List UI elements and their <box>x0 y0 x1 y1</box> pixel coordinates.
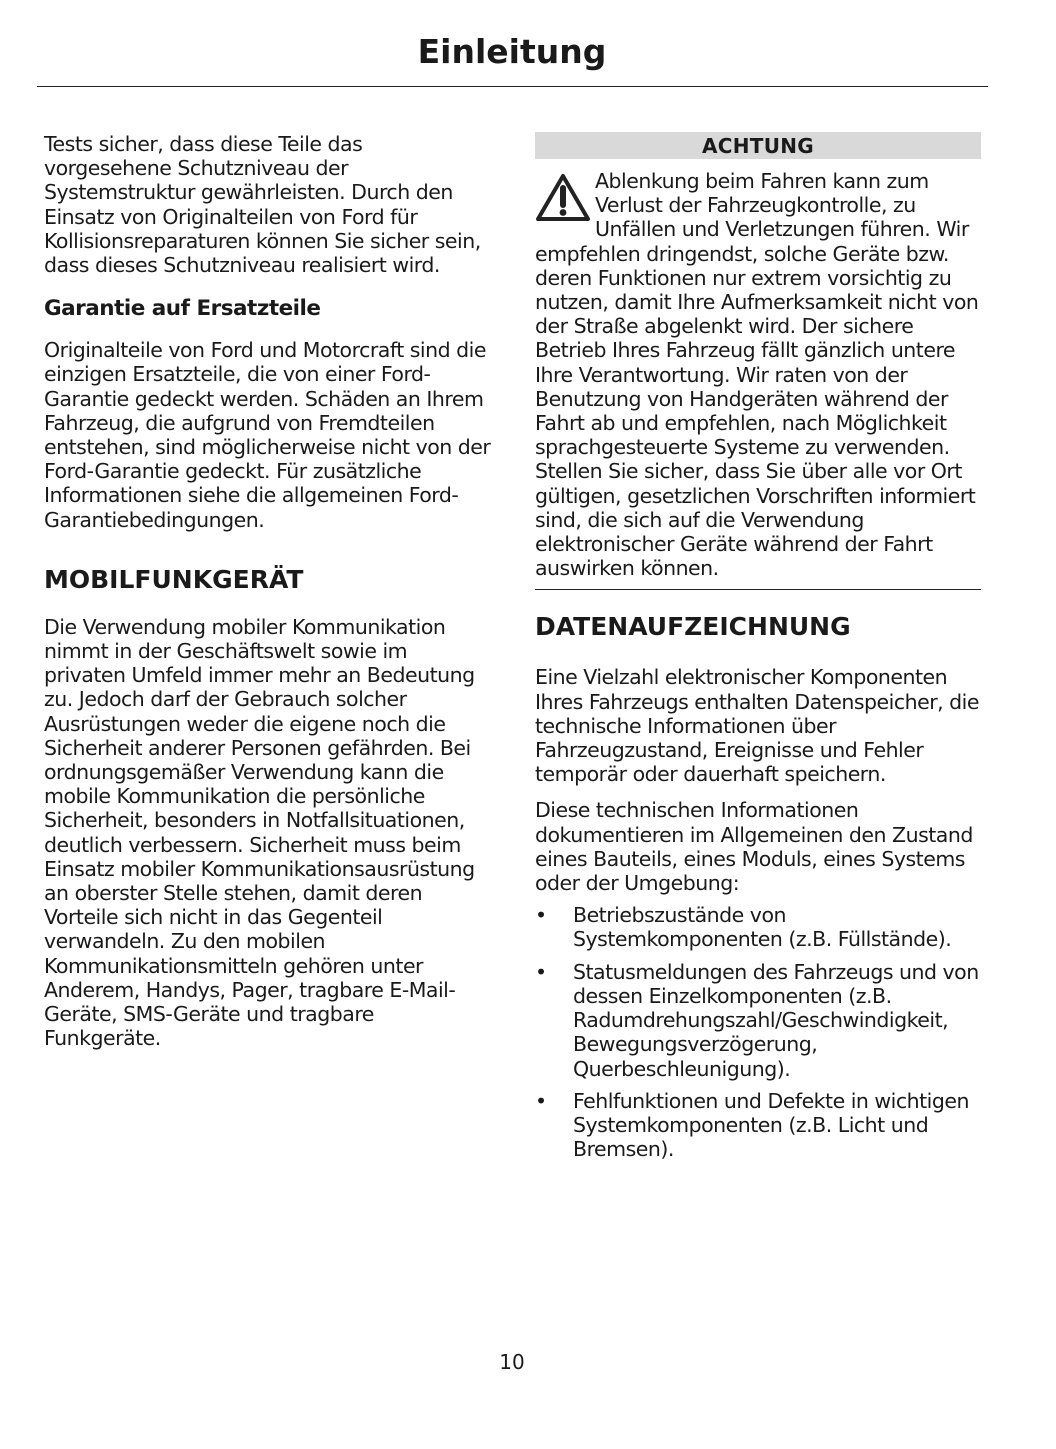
warranty-paragraph: Originalteile von Ford und Motorcraft sind die einzigen Ersatzteile, die von einer Ford-Garantie gedeckt werden. Schäden an Ihrem Fahrzeug, die aufgrund von Fremdteilen entstehen, sind möglicherweise nicht von der Ford-Garantie gedeckt. Für zusätzliche Informationen siehe die allgemeinen Ford-Garantiebedingungen. <box>44 338 491 532</box>
title-divider <box>37 86 988 87</box>
mobile-section-heading: MOBILFUNKGERÄT <box>44 564 304 594</box>
warning-divider <box>535 589 981 590</box>
page-title: Einleitung <box>417 32 607 71</box>
left-column <box>44 132 491 1051</box>
list-item <box>535 903 981 951</box>
bullet-dot: • <box>535 1088 547 1113</box>
list-item <box>535 1089 981 1162</box>
bullet-dot: • <box>535 959 547 984</box>
list-item-text: Betriebszustände von Systemkomponenten (z.B. Füllstände). <box>573 903 952 952</box>
page-number: 10 <box>499 1350 525 1374</box>
right-column <box>535 132 981 1169</box>
data-section-heading: DATENAUFZEICHNUNG <box>535 612 851 642</box>
list-item-text: Fehlfunktionen und Defekte in wichtigen Systemkomponenten (z.B. Licht und Bremsen). <box>573 1088 969 1162</box>
bullet-list <box>535 903 981 1161</box>
list-item <box>535 960 981 1081</box>
warning-text: Ablenkung beim Fahren kann zum Verlust der Fahrzeugkontrolle, zu Unfällen und Verletzungen führen. Wir empfehlen dringendst, solche Geräte bzw. deren Funktionen nur extrem vorsichtig zu nutzen, damit Ihre Aufmerksamkeit nicht von der Straße abgelenkt wird. Der sichere Betrieb Ihres Fahrzeug fällt gänzlich untere Ihre Verantwortung. Wir raten von der Benutzung von Handgeräten während der Fahrt ab und empfehlen, nach Möglichkeit sprachgesteuerte Systeme zu verwenden. Stellen Sie sicher, dass Sie über alle vor Ort gültigen, gesetzlichen Vorschriften informiert sind, die sich auf die Verwendung elektronischer Geräte während der Fahrt auswirken können. <box>535 169 979 581</box>
intro-paragraph: Tests sicher, dass diese Teile das vorgesehene Schutzniveau der Systemstruktur gewährleisten. Durch den Einsatz von Originalteilen von Ford für Kollisionsreparaturen können Sie sicher sein, dass dieses Schutzniveau realisiert wird. <box>44 132 481 278</box>
bullet-dot: • <box>535 903 547 928</box>
warning-triangle-icon <box>535 173 591 223</box>
data-paragraph-1: Eine Vielzahl elektronischer Komponenten Ihres Fahrzeugs enthalten Datenspeicher, die technische Informationen über Fahrzeugzustand, Ereignisse und Fehler temporär oder dauerhaft speichern. <box>535 665 979 787</box>
list-item-text: Statusmeldungen des Fahrzeugs und von dessen Einzelkomponenten (z.B. Radumdrehungszahl/Geschwindigkeit, Bewegungsverzögerung, Querbeschleunigung). <box>573 959 979 1081</box>
warning-box <box>535 169 981 580</box>
warning-label: ACHTUNG <box>535 132 981 159</box>
mobile-paragraph: Die Verwendung mobiler Kommunikation nimmt in der Geschäftswelt sowie im privaten Umfeld immer mehr an Bedeutung zu. Jedoch darf der Gebrauch solcher Ausrüstungen weder die eigene noch die Sicherheit anderer Personen gefährden. Bei ordnungsgemäßer Verwendung kann die mobile Kommunikation die persönliche Sicherheit, besonders in Notfallsituationen, deutlich verbessern. Sicherheit muss beim Einsatz mobiler Kommunikationsausrüstung an oberster Stelle stehen, damit deren Vorteile sich nicht in das Gegenteil verwandeln. Zu den mobilen Kommunikationsmitteln gehören unter Anderem, Handys, Pager, tragbare E-Mail-Geräte, SMS-Geräte und tragbare Funkgeräte. <box>44 614 475 1051</box>
warranty-heading: Garantie auf Ersatzteile <box>44 296 321 322</box>
data-paragraph-2: Diese technischen Informationen dokumentieren im Allgemeinen den Zustand eines Bauteils, eines Moduls, eines Systems oder der Umgebung: <box>535 798 973 896</box>
